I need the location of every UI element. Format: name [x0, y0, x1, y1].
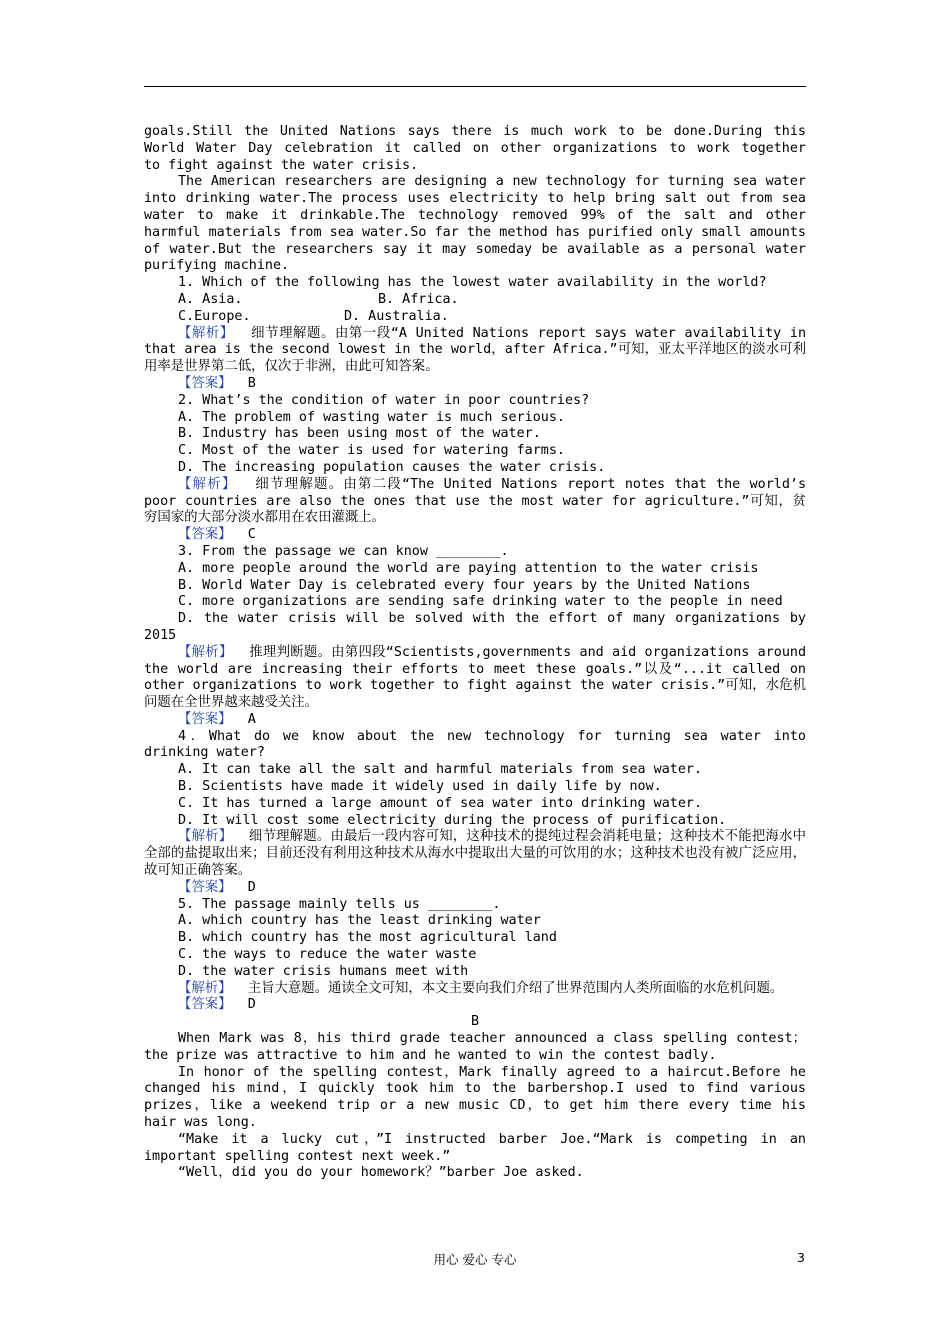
- intro-line-3: to fight against the water crisis.: [144, 157, 419, 173]
- question-5-analysis: [144, 981, 806, 998]
- question-4-stem: 4．What do we know about the new technology for turning sea water into drinking water?: [144, 728, 806, 761]
- option-b: B. Industry has been using most of the water.: [178, 426, 541, 442]
- question-2-answer: [144, 527, 806, 544]
- story-paragraph-1: When Mark was 8，his third grade teacher announced a class spelling contest；the prize was attractive to him and he wanted to win the contest badly.: [144, 1031, 806, 1063]
- analysis-label: 【解析】: [178, 980, 232, 996]
- page-number: 3: [797, 1250, 805, 1265]
- answer-value: D: [247, 997, 256, 1013]
- question-2-analysis: [144, 477, 806, 527]
- analysis-label: 【解析】: [178, 476, 237, 492]
- option-d-continued: 2015: [144, 627, 177, 643]
- story-paragraph-3: “Make it a lucky cut，”I instructed barber Joe.“Mark is competing in an important spelling contest next week.”: [144, 1131, 806, 1164]
- answer-label: 【答案】: [178, 711, 232, 727]
- option-c: C. It has turned a large amount of sea water into drinking water.: [178, 795, 703, 811]
- analysis-text: 细节理解题。由最后一段内容可知，这种技术的提纯过程会消耗电量；这种技术不能把海水中全部的盐提取出来；目前还没有利用这种技术从海水中提取出大量的可饮用的水；这种技术也没有被广泛应用，故可知正确答案。: [144, 829, 807, 879]
- option-b: B. Scientists have made it widely used in daily life by now.: [178, 779, 662, 795]
- option-c: C. more organizations are sending safe drinking water to the people in need: [178, 594, 783, 610]
- answer-value: D: [247, 879, 256, 895]
- option-a: A. more people around the world are paying attention to the water crisis: [178, 560, 759, 576]
- answer-label: 【答案】: [178, 879, 232, 895]
- analysis-label: 【解析】: [178, 325, 234, 341]
- answer-label: 【答案】: [178, 527, 232, 543]
- question-1-analysis: [144, 326, 806, 376]
- option-d: D. the water crisis humans meet with: [178, 963, 469, 979]
- story-paragraph-4: “Well，did you do your homework？”barber Joe asked.: [178, 1165, 584, 1181]
- question-3-stem: 3. From the passage we can know ________.: [178, 543, 509, 559]
- analysis-text: 细节理解题。由第二段“The United Nations report notes that the world’s poor countries are also the ones that use the most water for agriculture.”可知，贫穷国家的大部分淡水都用在农田灌溉上。: [144, 476, 807, 526]
- story-paragraph-2: In honor of the spelling contest，Mark finally agreed to a haircut.Before he changed his mind，I quickly took him to the barbershop.I used to find various prizes，like a weekend trip or a new music CD，to get him there every time his hair was long.: [144, 1064, 806, 1131]
- section-heading: B: [470, 1014, 480, 1030]
- option-a: A. which country has the least drinking water: [178, 913, 541, 929]
- analysis-text: 细节理解题。由第一段“A United Nations report says water availability in that area is the second lowest in the world，after Africa.”可知，亚太平洋地区的淡水可利用率是世界第二低，仅次于非洲，由此可知答案。: [144, 325, 807, 375]
- option-c: C. Most of the water is used for watering farms.: [178, 443, 565, 459]
- header-rule: [144, 86, 806, 87]
- option-a: A. The problem of wasting water is much serious.: [178, 409, 565, 425]
- option-c: C. the ways to reduce the water waste: [178, 947, 477, 963]
- option-b: B. World Water Day is celebrated every four years by the United Nations: [178, 577, 751, 593]
- passage-paragraph: The American researchers are designing a new technology for turning sea water into drinking water.The process uses electricity to help bring salt out from sea water to make it drinkable.The technology removed 99% of the salt and other harmful materials from sea water.So far the method has purified only small amounts of water.But the researchers say it may someday be available as a personal water purifying machine.: [144, 174, 806, 274]
- question-1-options-row-1: [144, 292, 806, 309]
- question-2-stem: 2. What’s the condition of water in poor countries?: [178, 392, 590, 408]
- analysis-text: 推理判断题。由第四段“Scientists,governments and aid organizations around the world are increasing their efforts to meet these goals.”以及“...it called on other organizations to work together to fight against the water crisis.”可知，水危机问题在全世界越来越受关注。: [144, 644, 807, 711]
- answer-label: 【答案】: [178, 375, 232, 391]
- option-d: D. the water crisis will be solved with the effort of many organizations by: [178, 611, 806, 627]
- answer-value: C: [247, 527, 256, 543]
- answer-value: B: [247, 375, 256, 391]
- question-1-stem: 1. Which of the following has the lowest water availability in the world?: [178, 275, 767, 291]
- question-4-answer: [144, 880, 806, 897]
- question-4-analysis: [144, 829, 806, 879]
- question-5-stem: 5. The passage mainly tells us ________.: [178, 896, 501, 912]
- analysis-label: 【解析】: [178, 644, 233, 660]
- question-1-answer: [144, 376, 806, 393]
- intro-line-1: goals.Still the United Nations says there is much work to be done.During this: [144, 124, 806, 139]
- option-a: A. It can take all the salt and harmful materials from sea water.: [178, 762, 703, 778]
- answer-label: 【答案】: [178, 997, 232, 1013]
- analysis-label: 【解析】: [178, 829, 233, 845]
- question-3-answer: [144, 712, 806, 729]
- question-3-analysis: [144, 645, 806, 712]
- question-5-answer: [144, 997, 806, 1014]
- intro-line-2: World Water Day celebration it called on other organizations to work together: [144, 140, 806, 156]
- option-d: D. It will cost some electricity during the process of purification.: [178, 812, 727, 828]
- analysis-text: 主旨大意题。通读全文可知，本文主要向我们介绍了世界范围内人类所面临的水危机问题。: [247, 980, 784, 996]
- option-d: D. The increasing population causes the water crisis.: [178, 459, 606, 475]
- option-a: A. Asia.: [178, 291, 243, 307]
- footer-motto: 用心 爱心 专心: [433, 1252, 517, 1267]
- question-1-options-row-2: [144, 309, 806, 326]
- answer-value: A: [247, 711, 256, 727]
- page-content: [144, 124, 806, 1182]
- option-d: D. Australia.: [344, 308, 449, 324]
- option-b: B. Africa.: [378, 291, 459, 307]
- option-c: C.Europe.: [178, 308, 251, 324]
- option-b: B. which country has the most agricultural land: [178, 930, 557, 946]
